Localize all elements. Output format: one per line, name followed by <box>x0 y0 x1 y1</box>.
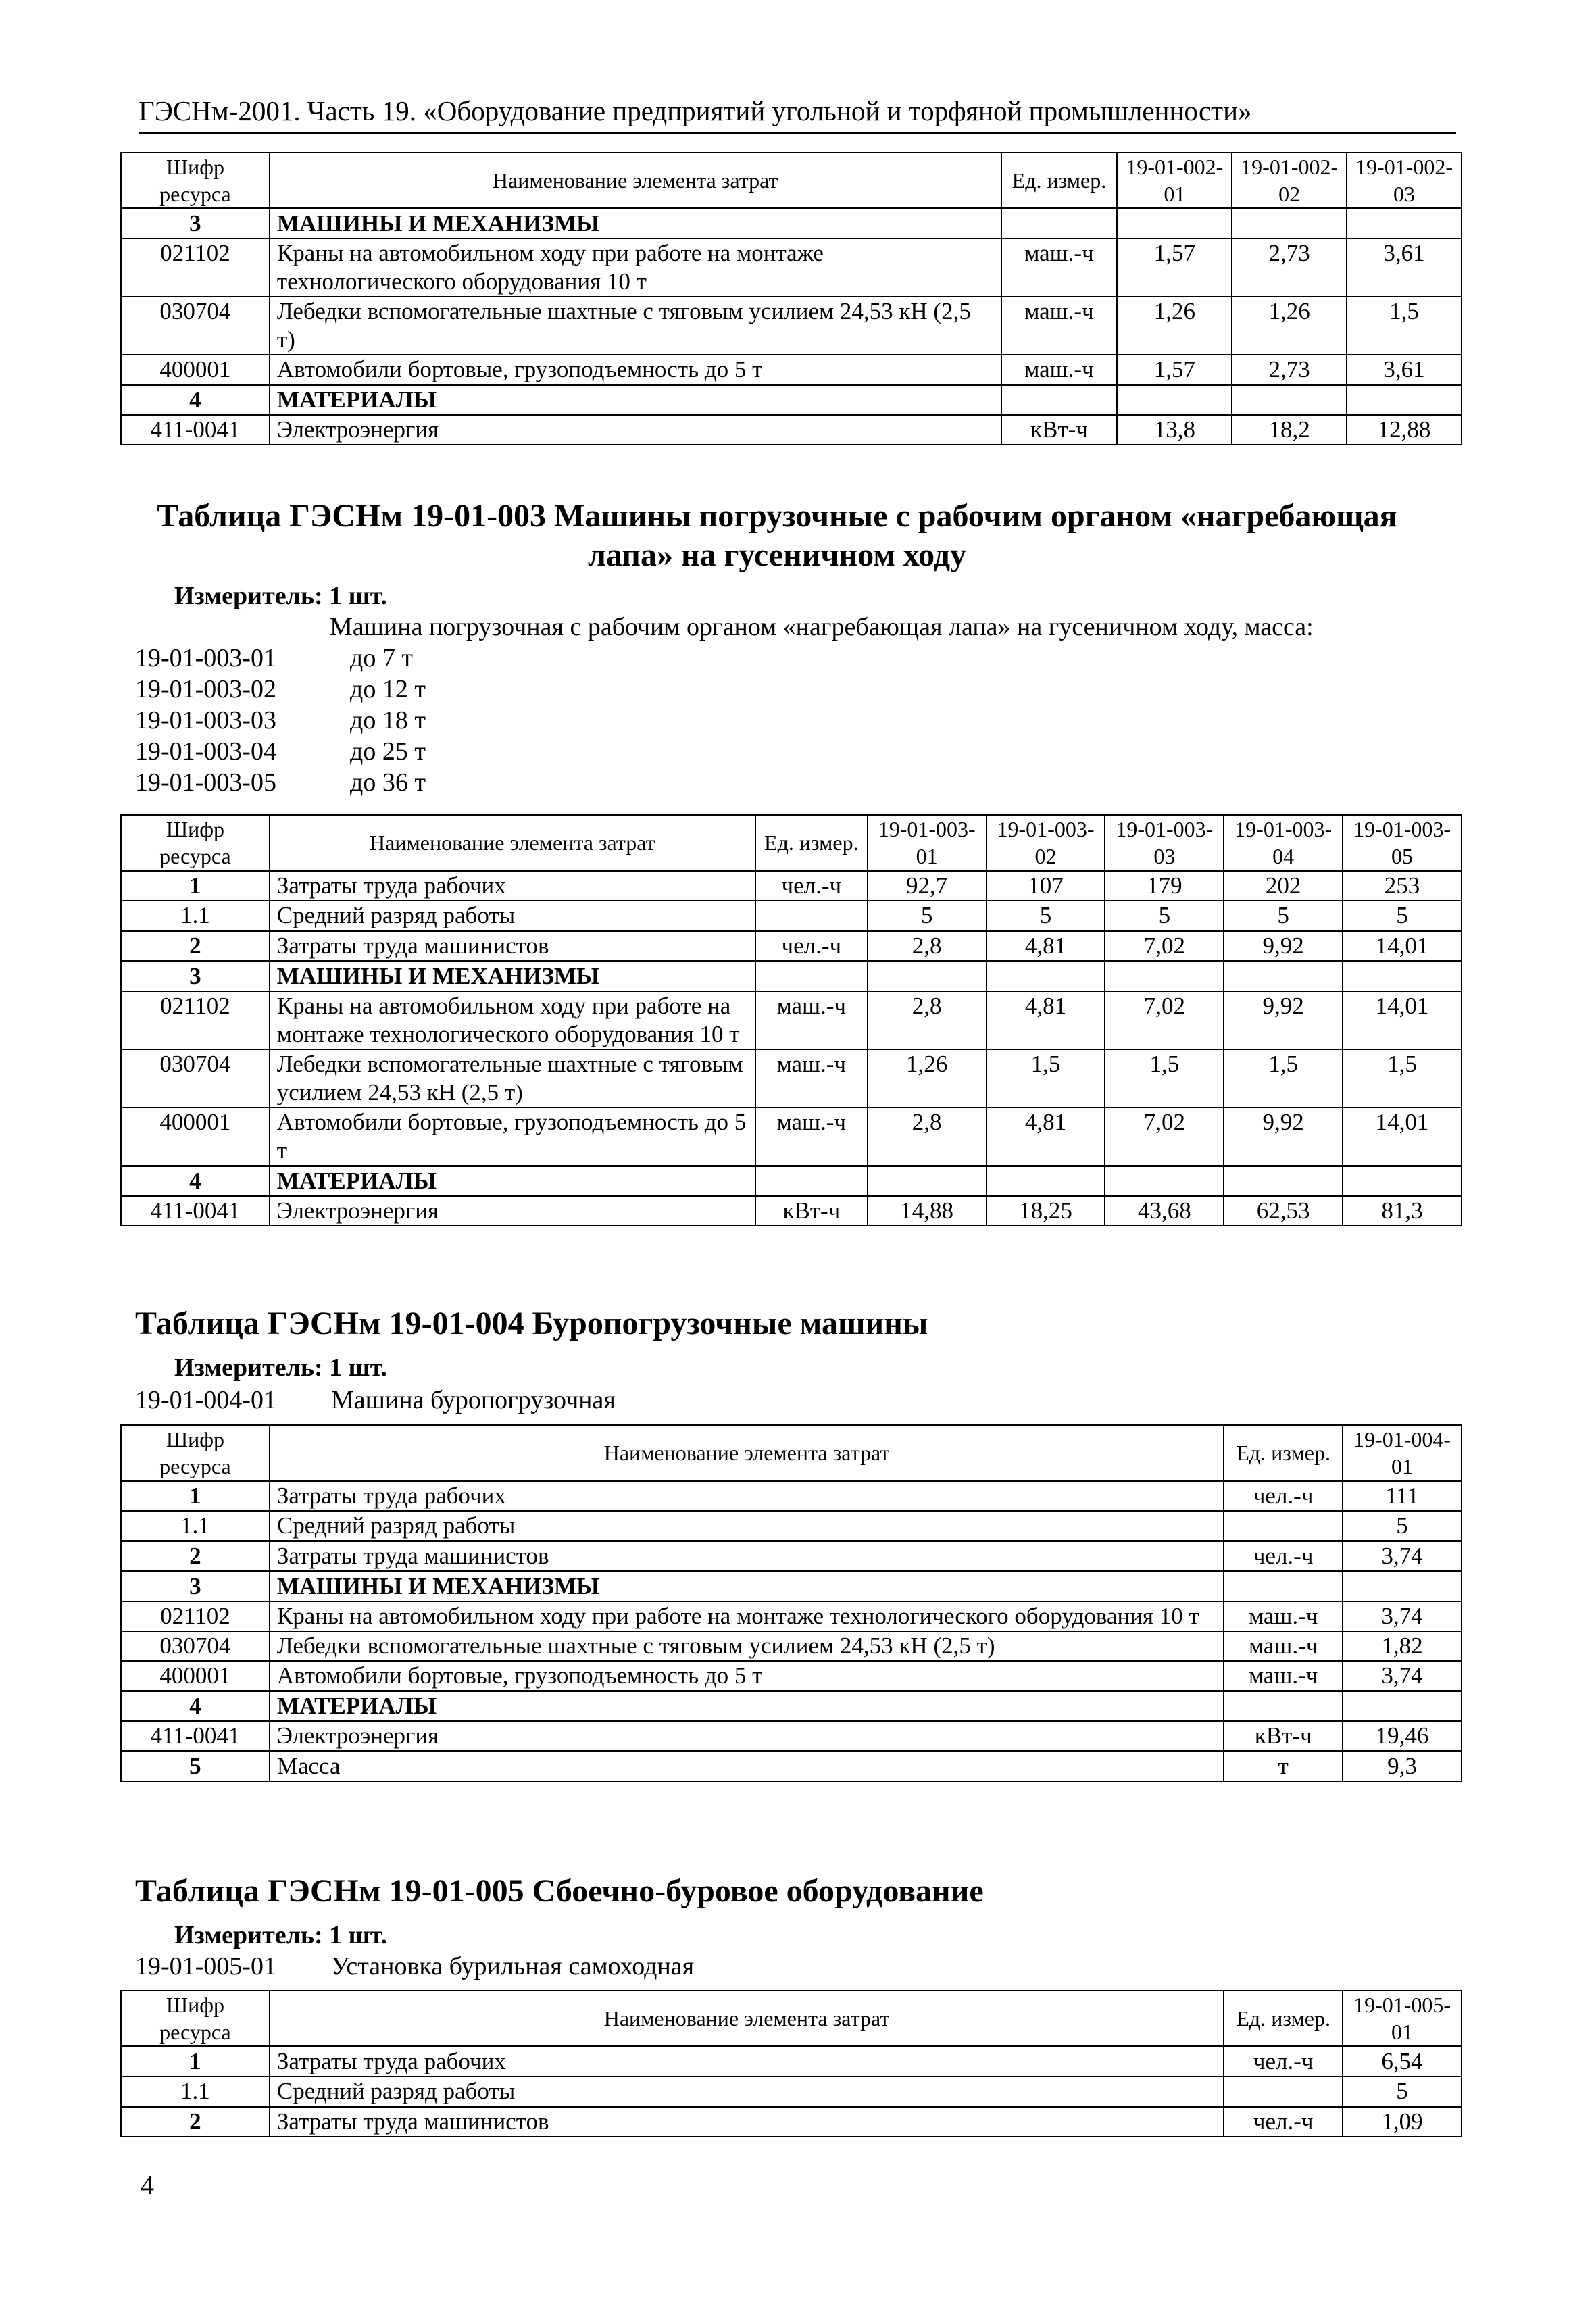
norm-item: 19-01-003-04 до 25 т <box>135 737 426 766</box>
col-name: Наименование элемента затрат <box>270 153 1001 209</box>
col-norm: 19-01-003-02 <box>987 815 1105 871</box>
table-row: 400001 Автомобили бортовые, грузоподъемность до 5 т маш.-ч 3,74 <box>121 1661 1462 1691</box>
section-title: Таблица ГЭСНм 19-01-003 Машины погрузочные с рабочим органом «нагребающая лапа» на гусеничном ходу <box>157 498 1397 573</box>
col-name: Наименование элемента затрат <box>270 1991 1224 2047</box>
measure-unit: Измеритель: 1 шт. <box>174 582 388 610</box>
table-header-row <box>121 1991 1462 2047</box>
page-header: ГЭСНм-2001. Часть 19. «Оборудование предприятий угольной и торфяной промышленности» <box>139 95 1456 134</box>
table-19-01-002 <box>120 152 1462 445</box>
col-code: Шифр ресурса <box>121 815 270 871</box>
col-norm: 19-01-002-01 <box>1117 153 1232 209</box>
subsection-intro: Машина погрузочная с рабочим органом «нагребающая лапа» на гусеничном ходу, масса: <box>330 613 1314 641</box>
col-unit: Ед. измер. <box>1224 1425 1343 1481</box>
table-row: 021102 Краны на автомобильном ходу при работе на монтаже технологического оборудования 10 т маш.-ч 1,57 2,73 3,61 <box>121 239 1462 297</box>
table-row: 1 Затраты труда рабочих чел.-ч 111 <box>121 1481 1462 1512</box>
col-norm: 19-01-004-01 <box>1343 1425 1462 1481</box>
table-row: 2 Затраты труда машинистов чел.-ч 2,8 4,81 7,02 9,92 14,01 <box>121 931 1462 962</box>
table-row: 1.1 Средний разряд работы 5 5 5 5 5 <box>121 901 1462 931</box>
section-title: Таблица ГЭСНм 19-01-004 Буропогрузочные машины <box>135 1305 928 1341</box>
col-norm: 19-01-002-03 <box>1347 153 1462 209</box>
table-row: 021102 Краны на автомобильном ходу при работе на монтаже технологического оборудования 10 т маш.-ч 3,74 <box>121 1601 1462 1631</box>
table-row: 030704 Лебедки вспомогательные шахтные с тяговым усилием 24,53 кН (2,5 т) маш.-ч 1,26 1,5 1,5 1,5 1,5 <box>121 1049 1462 1107</box>
table-19-01-004 <box>120 1424 1462 1782</box>
table-row: 1.1 Средний разряд работы 5 <box>121 2076 1462 2107</box>
norm-item: 19-01-003-03 до 18 т <box>135 706 426 735</box>
col-unit: Ед. измер. <box>1224 1991 1343 2047</box>
table-row: 4 МАТЕРИАЛЫ <box>121 1166 1462 1197</box>
table-row: 1 Затраты труда рабочих чел.-ч 92,7 107 179 202 253 <box>121 871 1462 901</box>
norm-item: 19-01-003-01 до 7 т <box>135 644 413 672</box>
table-row: 5 Масса т 9,3 <box>121 1751 1462 1782</box>
table-row: 3 МАШИНЫ И МЕХАНИЗМЫ <box>121 209 1462 239</box>
col-norm: 19-01-005-01 <box>1343 1991 1462 2047</box>
col-norm: 19-01-003-01 <box>868 815 987 871</box>
col-unit: Ед. измер. <box>755 815 868 871</box>
col-norm: 19-01-002-02 <box>1232 153 1347 209</box>
col-norm: 19-01-003-03 <box>1105 815 1224 871</box>
col-norm: 19-01-003-04 <box>1224 815 1343 871</box>
table-row: 1 Затраты труда рабочих чел.-ч 6,54 <box>121 2047 1462 2077</box>
table-row: 400001 Автомобили бортовые, грузоподъемность до 5 т маш.-ч 2,8 4,81 7,02 9,92 14,01 <box>121 1107 1462 1166</box>
table-row: 1.1 Средний разряд работы 5 <box>121 1511 1462 1541</box>
norm-item: 19-01-004-01 Машина буропогрузочная <box>135 1386 616 1414</box>
table-row: 400001 Автомобили бортовые, грузоподъемность до 5 т маш.-ч 1,57 2,73 3,61 <box>121 355 1462 385</box>
norm-item: 19-01-005-01 Установка бурильная самоходная <box>135 1952 695 1981</box>
col-code: Шифр ресурса <box>121 1425 270 1481</box>
table-row: 030704 Лебедки вспомогательные шахтные с тяговым усилием 24,53 кН (2,5 т) маш.-ч 1,26 1,26 1,5 <box>121 297 1462 355</box>
table-row: 411-0041 Электроэнергия кВт-ч 14,88 18,25 43,68 62,53 81,3 <box>121 1196 1462 1226</box>
norm-item: 19-01-003-02 до 12 т <box>135 675 426 703</box>
table-19-01-003 <box>120 814 1462 1226</box>
table-header-row <box>121 153 1462 209</box>
col-code: Шифр ресурса <box>121 1991 270 2047</box>
table-header-row <box>121 815 1462 871</box>
table-row: 030704 Лебедки вспомогательные шахтные с тяговым усилием 24,53 кН (2,5 т) маш.-ч 1,82 <box>121 1631 1462 1661</box>
measure-unit: Измеритель: 1 шт. <box>174 1921 388 1949</box>
table-row: 2 Затраты труда машинистов чел.-ч 1,09 <box>121 2107 1462 2137</box>
norm-item: 19-01-003-05 до 36 т <box>135 768 426 797</box>
col-name: Наименование элемента затрат <box>270 815 755 871</box>
table-row: 4 МАТЕРИАЛЫ <box>121 385 1462 416</box>
measure-unit: Измеритель: 1 шт. <box>174 1353 388 1382</box>
table-header-row <box>121 1425 1462 1481</box>
table-row: 2 Затраты труда машинистов чел.-ч 3,74 <box>121 1541 1462 1572</box>
col-code: Шифр ресурса <box>121 153 270 209</box>
page-number: 4 <box>141 2170 154 2200</box>
table-19-01-005 <box>120 1990 1462 2137</box>
col-norm: 19-01-003-05 <box>1343 815 1462 871</box>
table-row: 3 МАШИНЫ И МЕХАНИЗМЫ <box>121 962 1462 992</box>
col-name: Наименование элемента затрат <box>270 1425 1224 1481</box>
table-row: 411-0041 Электроэнергия кВт-ч 13,8 18,2 12,88 <box>121 415 1462 445</box>
section-title: Таблица ГЭСНм 19-01-005 Сбоечно-буровое оборудование <box>135 1873 984 1909</box>
col-unit: Ед. измер. <box>1001 153 1118 209</box>
table-row: 411-0041 Электроэнергия кВт-ч 19,46 <box>121 1721 1462 1751</box>
table-row: 4 МАТЕРИАЛЫ <box>121 1691 1462 1722</box>
table-row: 3 МАШИНЫ И МЕХАНИЗМЫ <box>121 1572 1462 1602</box>
table-row: 021102 Краны на автомобильном ходу при работе на монтаже технологического оборудования 10 т маш.-ч 2,8 4,81 7,02 9,92 14,01 <box>121 991 1462 1049</box>
